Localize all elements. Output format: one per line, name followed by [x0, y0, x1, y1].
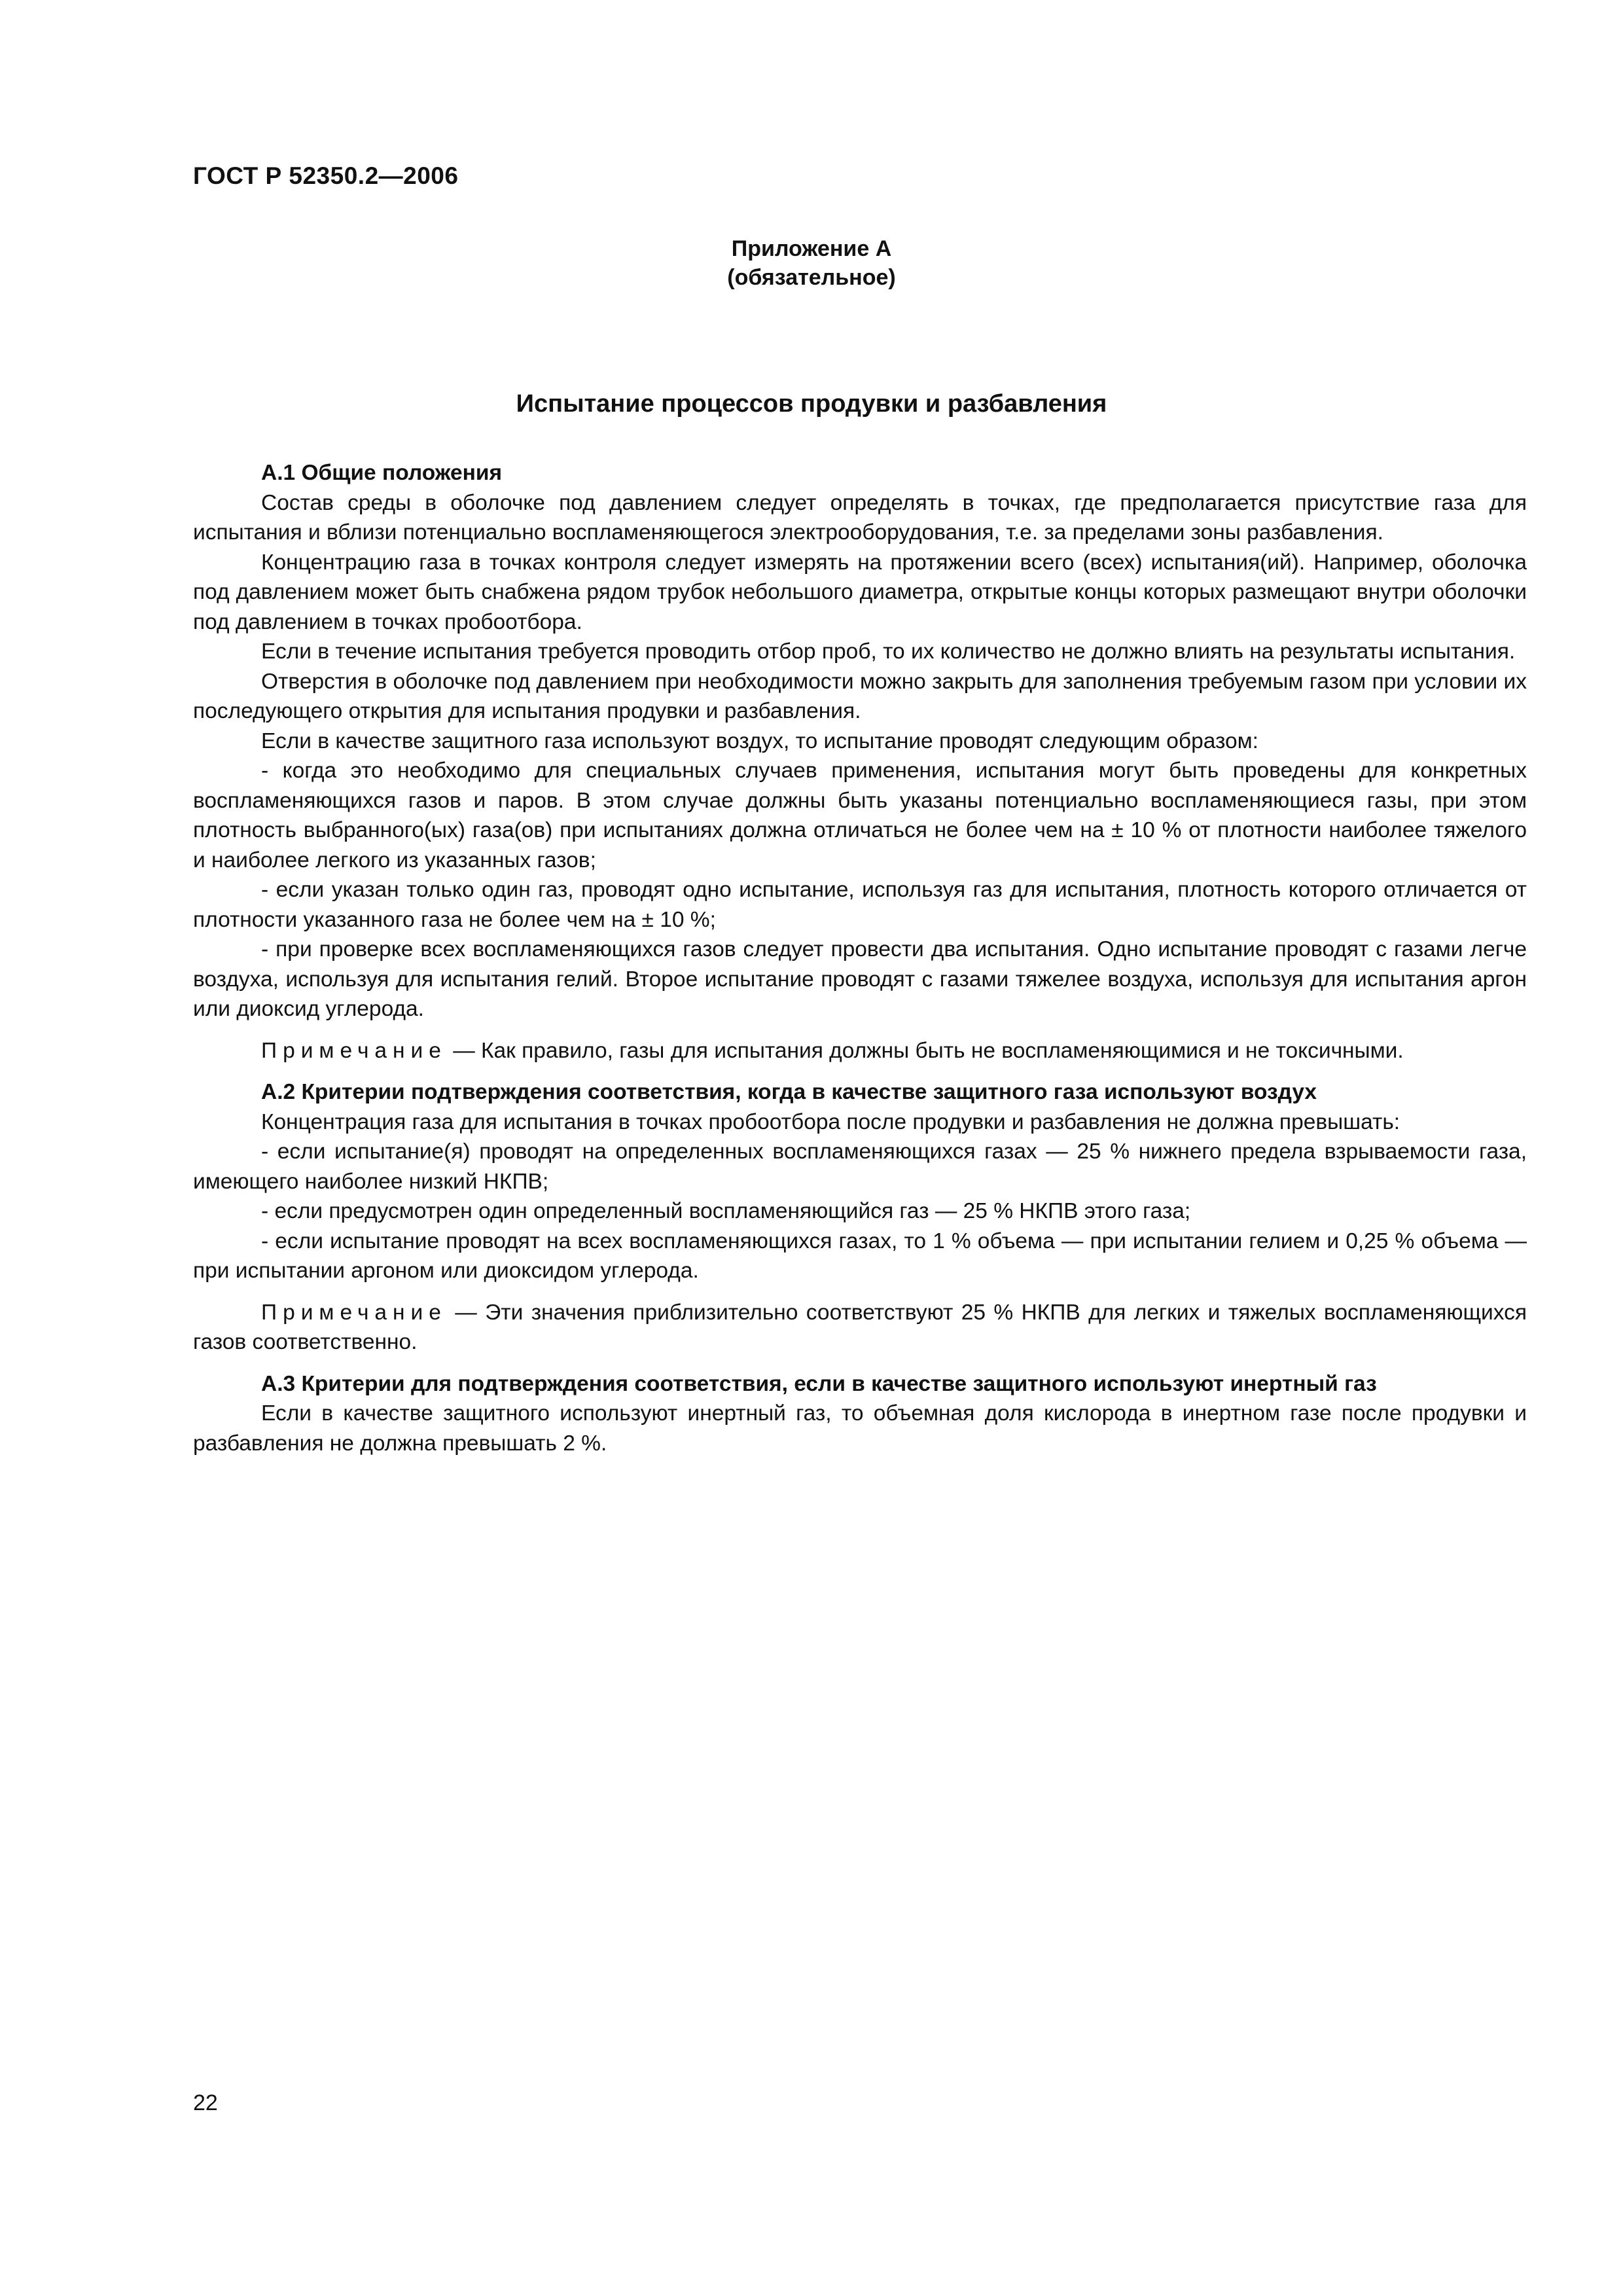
annex-status: (обязательное) [727, 265, 896, 290]
list-item: - если испытание(я) проводят на определенных воспламеняющихся газах — 25 % нижнего предела взрываемости газа, имеющего наиболее низкий НКПВ; [193, 1139, 1527, 1194]
paragraph: Отверстия в оболочке под давлением при необходимости можно закрыть для заполнения требуемым газом при условии их последующего открытия для испытания продувки и разбавления. [193, 669, 1527, 723]
annex-header [193, 234, 1430, 292]
paragraph: Если в течение испытания требуется проводить отбор проб, то их количество не должно влиять на результаты испытания. [261, 639, 1516, 664]
paragraph: Концентрацию газа в точках контроля следует измерять на протяжении всего (всех) испытания(ий). Например, оболочка под давлением может быть снабжена рядом трубок небольшого диаметра, открытые концы которых размещают внутри оболочки под давлением в точках пробоотбора. [193, 550, 1527, 634]
note [193, 1298, 1527, 1357]
section-a1-heading: А.1 Общие положения [261, 461, 503, 485]
section-a3-heading: А.3 Критерии для подтверждения соответствия, если в качестве защитного используют инертный газ [261, 1371, 1377, 1396]
list-item: - если предусмотрен один определенный воспламеняющийся газ — 25 % НКПВ этого газа; [261, 1199, 1191, 1223]
list-item: - если испытание проводят на всех воспламеняющихся газах, то 1 % объема — при испытании гелием и 0,25 % объема — при испытании аргоном или диоксидом углерода. [193, 1229, 1527, 1283]
note-text: — Как правило, газы для испытания должны быть не воспламеняющимися и не токсичными. [446, 1038, 1404, 1063]
note-text: — Эти значения приблизительно соответствуют 25 % НКПВ для легких и тяжелых воспламеняющихся газов соответственно. [193, 1300, 1527, 1354]
note-label: Примечание [261, 1038, 447, 1063]
document-standard-code: ГОСТ Р 52350.2—2006 [193, 162, 459, 189]
note-label: Примечание [261, 1300, 447, 1325]
note [193, 1036, 1527, 1066]
list-item: - если указан только один газ, проводят одно испытание, используя газ для испытания, плотность которого отличается от плотности указанного газа не более чем на ± 10 %; [193, 878, 1527, 932]
paragraph: Если в качестве защитного используют инертный газ, то объемная доля кислорода в инертном газе после продувки и разбавления не должна превышать 2 %. [193, 1401, 1527, 1456]
paragraph: Состав среды в оболочке под давлением следует определять в точках, где предполагается присутствие газа для испытания и вблизи потенциально воспламеняющегося электрооборудования, т.е. за пределами зоны разбавления. [193, 490, 1527, 545]
list-item: - при проверке всех воспламеняющихся газов следует провести два испытания. Одно испытание проводят с газами легче воздуха, используя для испытания гелий. Второе испытание проводят с газами тяжелее воздуха, используя для испытания аргон или диоксид углерода. [193, 937, 1527, 1021]
document-body [193, 458, 1527, 1458]
paragraph: Концентрация газа для испытания в точках пробоотбора после продувки и разбавления не должна превышать: [261, 1109, 1400, 1134]
paragraph: Если в качестве защитного газа используют воздух, то испытание проводят следующим образом: [261, 728, 1258, 753]
annex-label: Приложение А [731, 236, 892, 261]
annex-title: Испытание процессов продувки и разбавления [516, 390, 1107, 418]
section-a2-heading: А.2 Критерии подтверждения соответствия, когда в качестве защитного газа используют воздух [261, 1080, 1317, 1104]
page-number: 22 [193, 2090, 218, 2115]
list-item: - когда это необходимо для специальных случаев применения, испытания могут быть проведены для конкретных воспламеняющихся газов и паров. В этом случае должны быть указаны потенциально воспламеняющиеся газы, при этом плотность выбранного(ых) газа(ов) при испытаниях должна отличаться не более чем на ± 10 % от плотности наиболее тяжелого и наиболее легкого из указанных газов; [193, 759, 1527, 872]
